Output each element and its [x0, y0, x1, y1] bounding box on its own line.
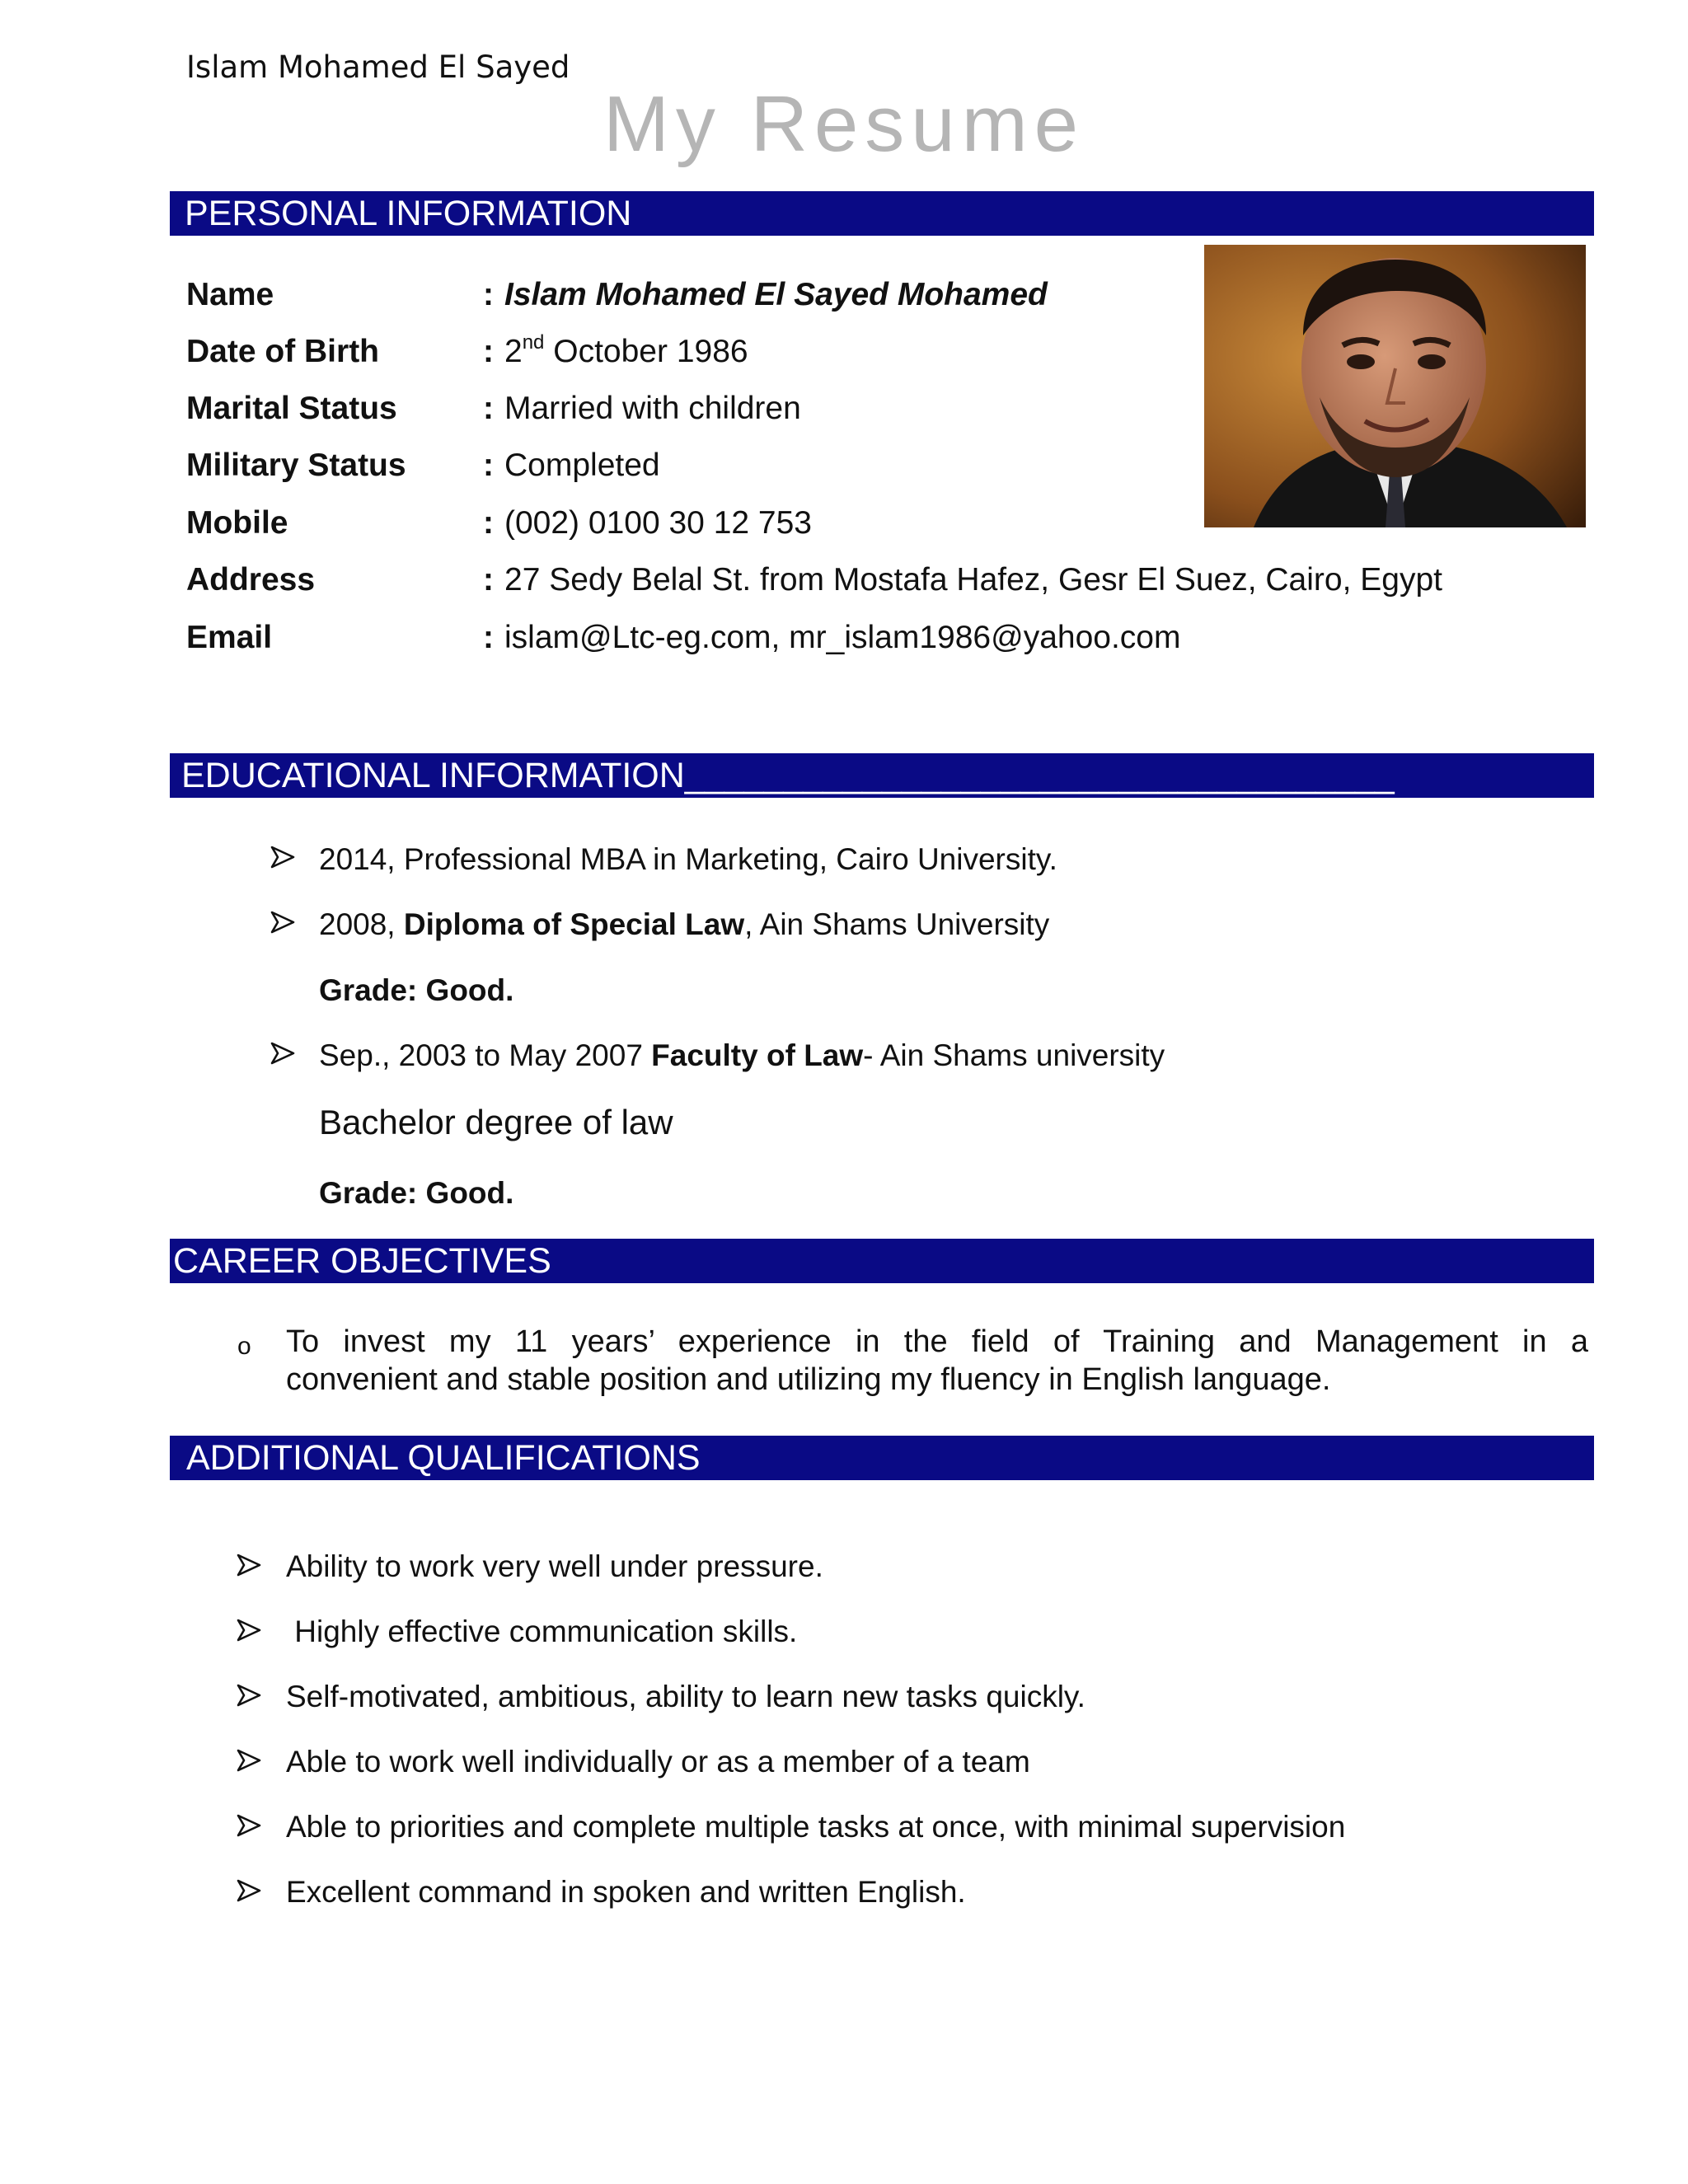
- dob-colon: :: [483, 334, 494, 369]
- faculty-pre: Sep., 2003 to May 2007: [319, 1038, 652, 1072]
- marital-colon: :: [483, 391, 494, 426]
- qualification-item: Ability to work very well under pressure.: [286, 1549, 823, 1583]
- educational-heading: EDUCATIONAL INFORMATION: [181, 756, 685, 795]
- email-colon: :: [483, 620, 494, 655]
- diploma-pre: 2008,: [319, 907, 404, 941]
- arrowhead-bullet-icon: [237, 1619, 261, 1642]
- qualification-item: Self-motivated, ambitious, ability to learn new tasks quickly.: [286, 1680, 1085, 1713]
- mobile-value: (002) 0100 30 12 753: [504, 505, 812, 541]
- section-educational-information: [170, 753, 1594, 798]
- marital-label: Marital Status: [186, 391, 397, 426]
- dob-suffix: nd: [522, 331, 545, 354]
- email-label: Email: [186, 620, 273, 655]
- author-name: Islam Mohamed El Sayed: [186, 49, 570, 85]
- arrowhead-bullet-icon: [270, 911, 295, 934]
- educational-heading-underline: ____________________________________: [684, 756, 1395, 795]
- arrowhead-bullet-icon: [237, 1749, 261, 1772]
- email-value: islam@Ltc-eg.com, mr_islam1986@yahoo.com: [504, 620, 1181, 655]
- arrowhead-bullet-icon: [270, 846, 295, 869]
- resume-title: My Resume: [603, 80, 1085, 168]
- military-colon: :: [483, 448, 494, 483]
- education-item-mba: 2014, Professional MBA in Marketing, Cairo University.: [319, 842, 1057, 876]
- dob-rest: October 1986: [553, 334, 748, 369]
- marital-value: Married with children: [504, 391, 801, 426]
- arrowhead-bullet-icon: [237, 1814, 261, 1837]
- military-label: Military Status: [186, 448, 406, 483]
- address-value: 27 Sedy Belal St. from Mostafa Hafez, Gesr El Suez, Cairo, Egypt: [504, 562, 1442, 598]
- military-value: Completed: [504, 448, 660, 483]
- career-objective-text: [286, 1323, 1588, 1399]
- education-item-diploma: [319, 909, 1049, 940]
- arrowhead-bullet-icon: [237, 1879, 261, 1902]
- bachelor-degree: Bachelor degree of law: [319, 1103, 673, 1141]
- bachelor-grade: Grade: Good.: [319, 1176, 514, 1210]
- faculty-post: - Ain Shams university: [863, 1038, 1165, 1072]
- section-career-objectives: CAREER OBJECTIVES: [170, 1239, 1594, 1283]
- dob-value: [504, 331, 748, 369]
- profile-photo: [1204, 245, 1586, 527]
- diploma-post: , Ain Shams University: [744, 907, 1050, 941]
- section-additional-qualifications: ADDITIONAL QUALIFICATIONS: [170, 1436, 1594, 1480]
- name-label: Name: [186, 277, 274, 312]
- career-objective-line-2: convenient and stable position and utilizing my fluency in English language.: [286, 1362, 1331, 1397]
- diploma-grade: Grade: Good.: [319, 973, 514, 1007]
- education-item-faculty: [319, 1040, 1165, 1071]
- name-colon: :: [483, 277, 494, 312]
- qualification-item: Able to work well individually or as a member of a team: [286, 1745, 1030, 1779]
- address-colon: :: [483, 562, 494, 598]
- career-objective-line-1: To invest my 11 years’ experience in the field of Training and Management in a: [286, 1324, 1588, 1359]
- dob-day: 2: [504, 334, 523, 369]
- arrowhead-bullet-icon: [237, 1554, 261, 1577]
- dob-label: Date of Birth: [186, 334, 379, 369]
- circle-bullet-icon: o: [237, 1333, 251, 1360]
- name-value: Islam Mohamed El Sayed Mohamed: [504, 277, 1048, 312]
- arrowhead-bullet-icon: [270, 1042, 295, 1065]
- qualification-item: Able to priorities and complete multiple tasks at once, with minimal supervision: [286, 1810, 1346, 1844]
- diploma-title: Diploma of Special Law: [403, 907, 745, 941]
- address-label: Address: [186, 562, 316, 598]
- arrowhead-bullet-icon: [237, 1684, 261, 1707]
- mobile-label: Mobile: [186, 505, 288, 541]
- qualification-item: Excellent command in spoken and written English.: [286, 1875, 966, 1909]
- mobile-colon: :: [483, 505, 494, 541]
- faculty-title: Faculty of Law: [651, 1038, 864, 1072]
- qualification-item: Highly effective communication skills.: [286, 1615, 798, 1648]
- section-personal-information: PERSONAL INFORMATION: [170, 191, 1594, 236]
